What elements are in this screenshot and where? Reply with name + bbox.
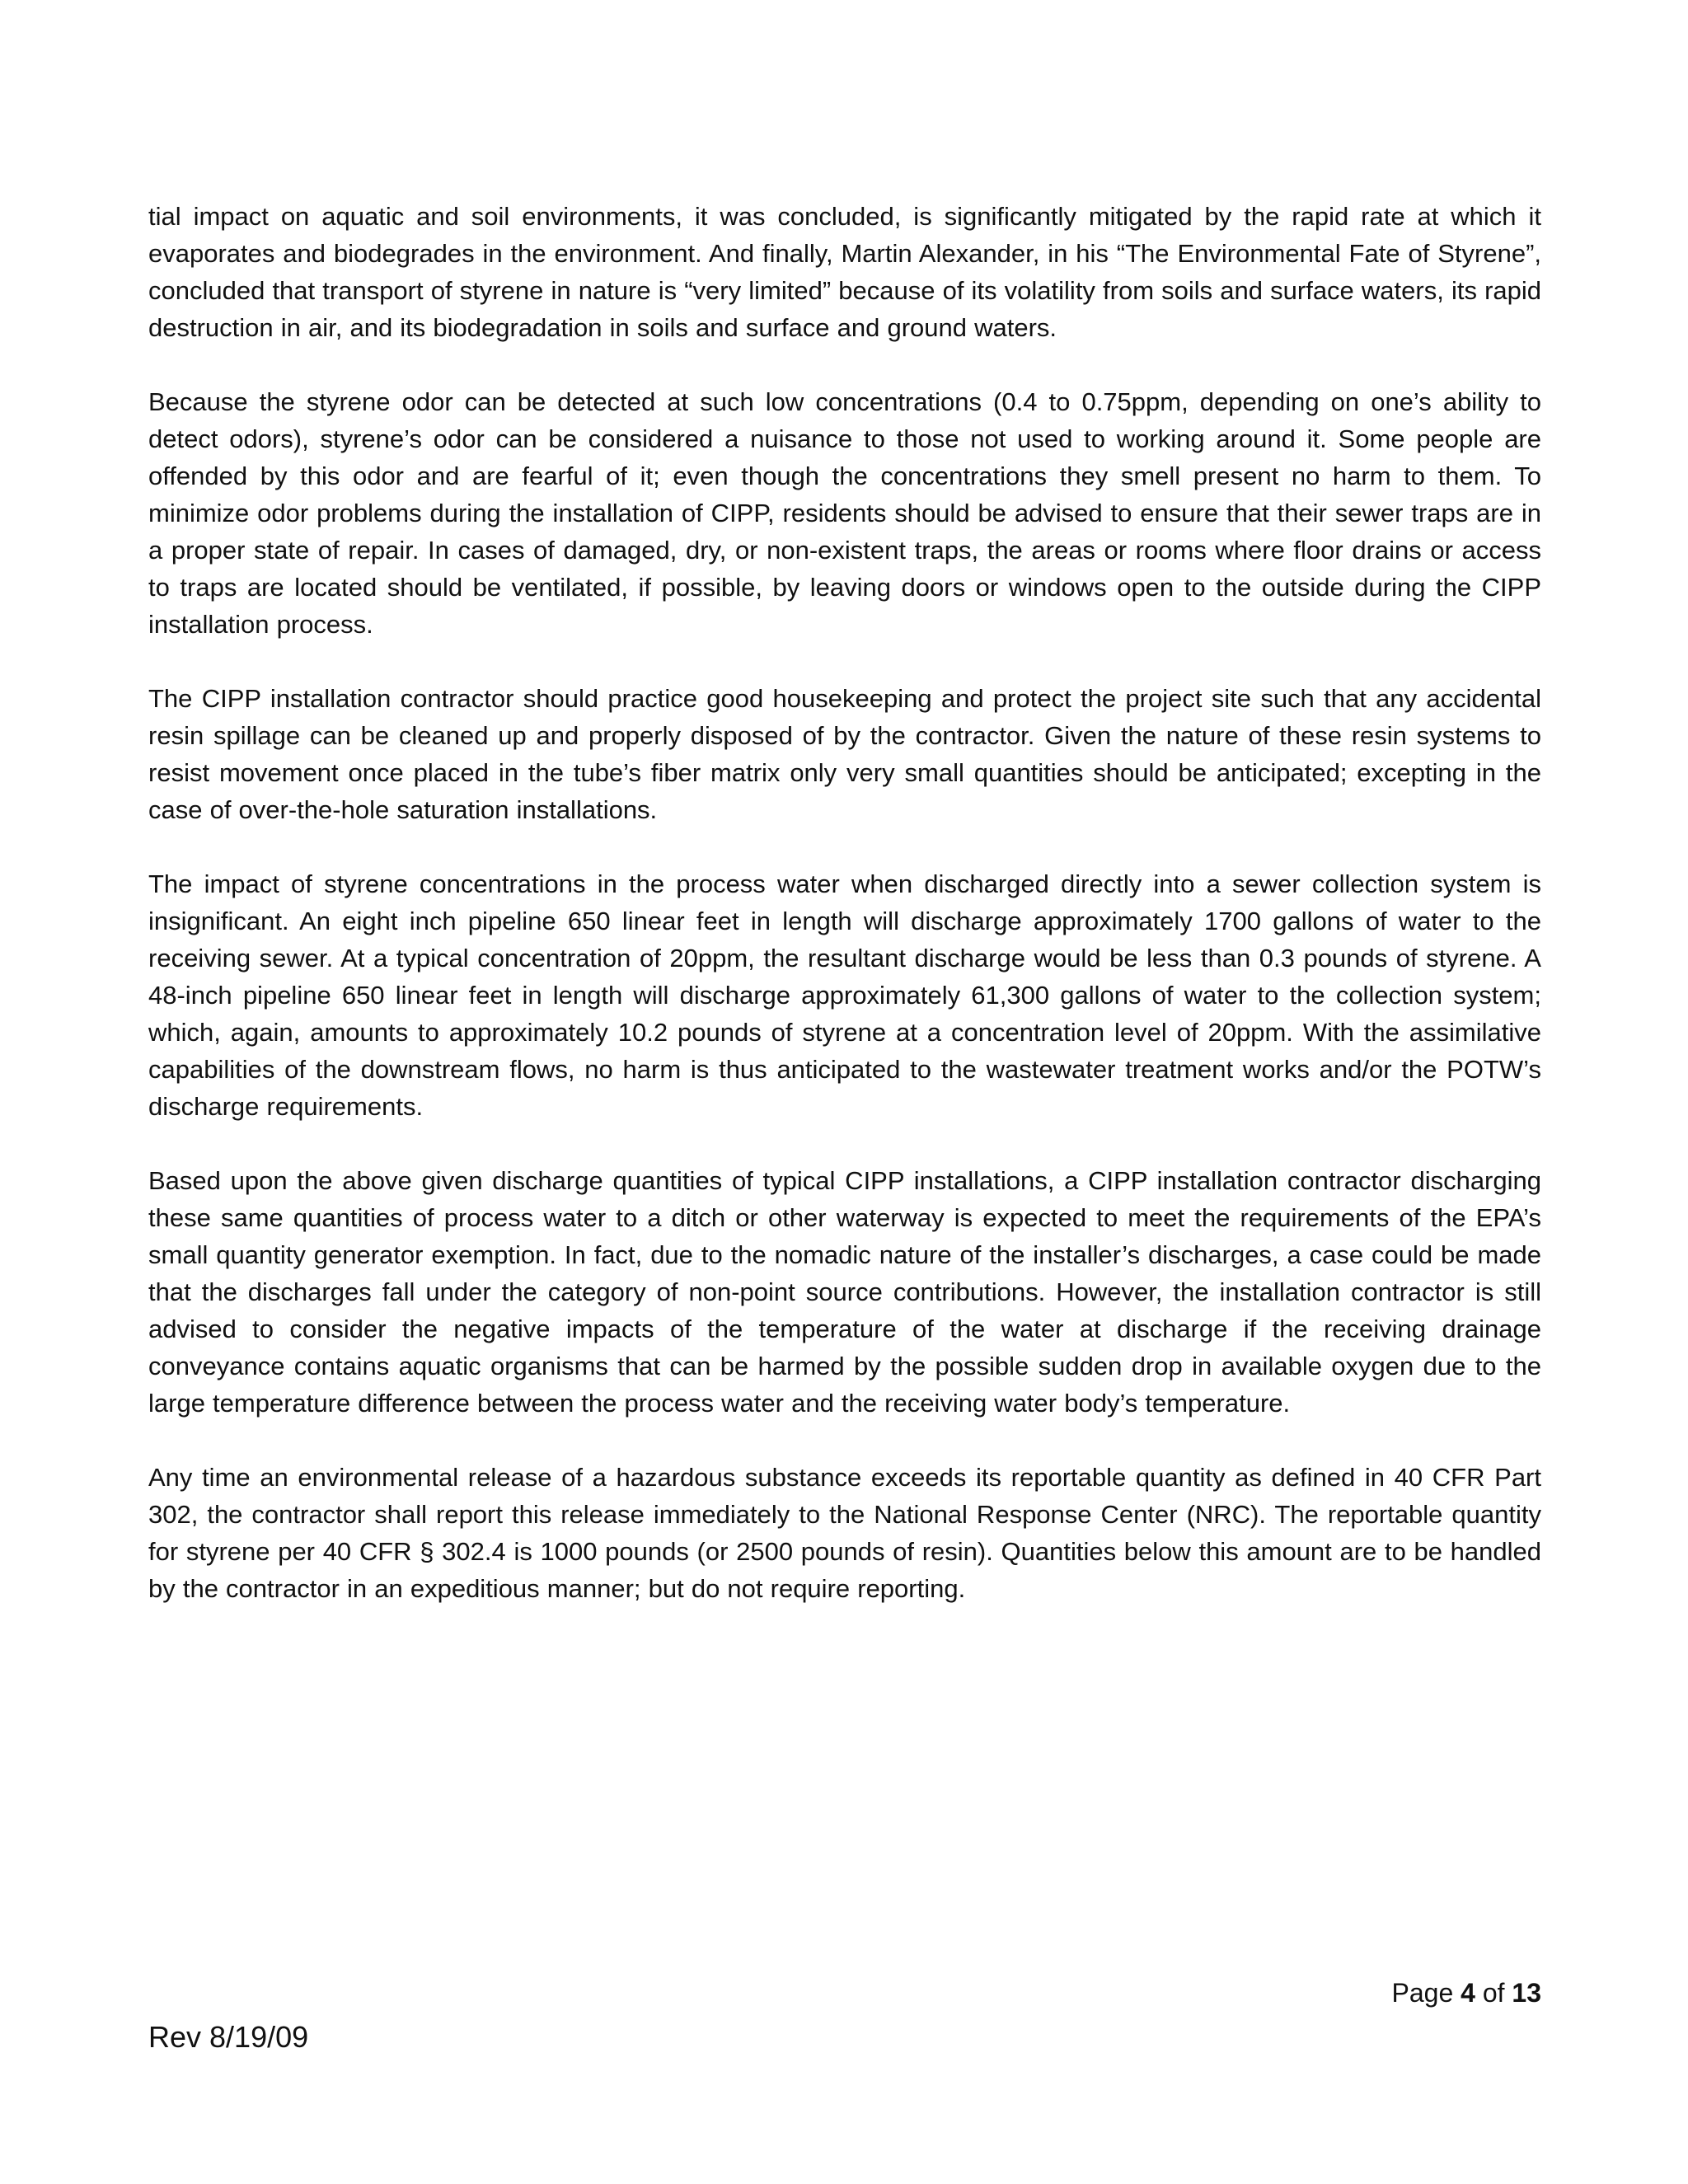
page-number-of: of [1482, 1978, 1505, 2008]
document-body [148, 198, 1541, 1644]
page-number-current: 4 [1461, 1978, 1475, 2008]
revision-date: Rev 8/19/09 [148, 2020, 309, 2054]
paragraph-reportable-quantity: Any time an environmental release of a hazardous substance exceeds its reportable quantity as defined in 40 CFR Part 302, the contractor shall report this release immediately to the National Response Center (NRC). The reportable quantity for styrene per 40 CFR § 302.4 is 1000 pounds (or 2500 pounds of resin). Quantities below this amount are to be handled by the contractor in an expeditious manner; but do not require reporting. [148, 1463, 1541, 1603]
page-number-total: 13 [1512, 1978, 1541, 2008]
paragraph-housekeeping: The CIPP installation contractor should practice good housekeeping and protect the project site such that any accidental resin spillage can be cleaned up and properly disposed of by the contractor. Given the nature of these resin systems to resist movement once placed in the tube’s fiber matrix only very small quantities should be anticipated; excepting in the case of over-the-hole saturation installations. [148, 684, 1541, 824]
page-number-prefix: Page [1391, 1978, 1454, 2008]
paragraph-styrene-environmental-fate: tial impact on aquatic and soil environments, it was concluded, is significantly mitigated by the rapid rate at which it evaporates and biodegrades in the environment. And finally, Martin Alexander, in his “The Environmental Fate of Styrene”, concluded that transport of styrene in nature is “very limited” because of its volatility from soils and surface waters, its rapid destruction in air, and its biodegradation in soils and surface and ground waters. [148, 202, 1541, 342]
paragraph-waterway-discharge: Based upon the above given discharge quantities of typical CIPP installations, a CIPP installation contractor discharging these same quantities of process water to a ditch or other waterway is expected to meet the requirements of the EPA’s small quantity generator exemption. In fact, due to the nomadic nature of the installer’s discharges, a case could be made that the discharges fall under the category of non-point source contributions. However, the installation contractor is still advised to consider the negative impacts of the temperature of the water at discharge if the receiving drainage conveyance contains aquatic organisms that can be harmed by the possible sudden drop in available oxygen due to the large temperature difference between the process water and the receiving water body’s temperature. [148, 1166, 1541, 1418]
page-number [1392, 1976, 1541, 2009]
paragraph-sewer-discharge: The impact of styrene concentrations in the process water when discharged directly into a sewer collection system is insignificant. An eight inch pipeline 650 linear feet in length will discharge approximately 1700 gallons of water to the receiving sewer. At a typical concentration of 20ppm, the resultant discharge would be less than 0.3 pounds of styrene. A 48-inch pipeline 650 linear feet in length will discharge approximately 61,300 gallons of water to the collection system; which, again, amounts to approximately 10.2 pounds of styrene at a concentration level of 20ppm. With the assimilative capabilities of the downstream flows, no harm is thus anticipated to the wastewater treatment works and/or the POTW’s discharge requirements. [148, 869, 1541, 1121]
paragraph-styrene-odor: Because the styrene odor can be detected at such low concentrations (0.4 to 0.75ppm, depending on one’s ability to detect odors), styrene’s odor can be considered a nuisance to those not used to working around it. Some people are offended by this odor and are fearful of it; even though the concentrations they smell present no harm to them. To minimize odor problems during the installation of CIPP, residents should be advised to ensure that their sewer traps are in a proper state of repair. In cases of damaged, dry, or non-existent traps, the areas or rooms where floor drains or access to traps are located should be ventilated, if possible, by leaving doors or windows open to the outside during the CIPP installation process. [148, 387, 1541, 639]
